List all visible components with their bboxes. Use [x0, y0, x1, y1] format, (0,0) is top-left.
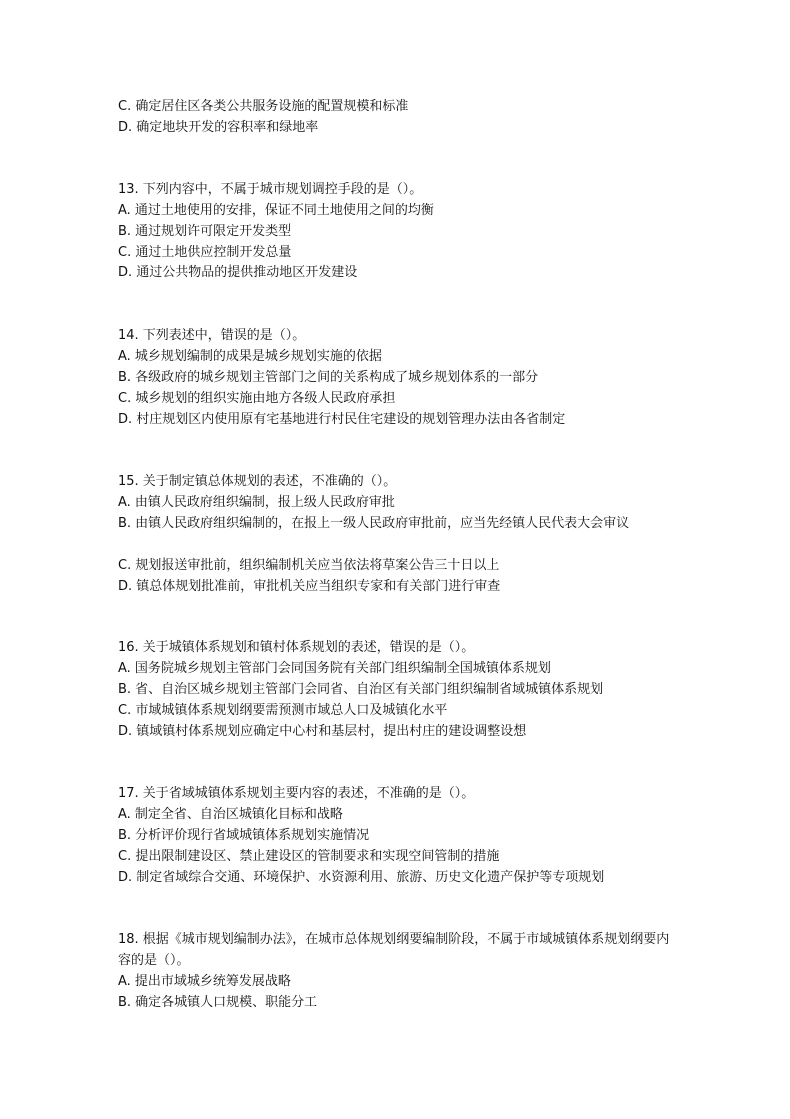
option-d: D. 确定地块开发的容积率和绿地率	[118, 120, 319, 135]
question-13-option-b: B. 通过规划许可限定开发类型	[118, 224, 292, 239]
question-18-option-a: A. 提出市域城乡统筹发展战略	[118, 974, 291, 989]
question-15-option-c: C. 规划报送审批前，组织编制机关应当依法将草案公告三十日以上	[118, 558, 500, 573]
question-17-option-d: D. 制定省域综合交通、环境保护、水资源利用、旅游、历史文化遗产保护等专项规划	[118, 870, 605, 885]
option-c: C. 确定居住区各类公共服务设施的配置规模和标准	[118, 99, 409, 114]
question-14-option-d: D. 村庄规划区内使用原有宅基地进行村民住宅建设的规划管理办法由各省制定	[118, 412, 566, 427]
question-17-option-c: C. 提出限制建设区、禁止建设区的管制要求和实现空间管制的措施	[118, 849, 500, 864]
question-14-option-c: C. 城乡规划的组织实施由地方各级人民政府承担	[118, 391, 396, 406]
question-15-stem: 15. 关于制定镇总体规划的表述，不准确的（）。	[118, 474, 397, 489]
question-16-option-d: D. 镇域镇村体系规划应确定中心村和基层村，提出村庄的建设调整设想	[118, 724, 527, 739]
question-16-option-a: A. 国务院城乡规划主管部门会同国务院有关部门组织编制全国城镇体系规划	[118, 661, 551, 676]
question-16-option-b: B. 省、自治区城乡规划主管部门会同省、自治区有关部门组织编制省域城镇体系规划	[118, 682, 604, 697]
question-18-option-b: B. 确定各城镇人口规模、职能分工	[118, 995, 318, 1010]
question-13-option-a: A. 通过土地使用的安排，保证不同土地使用之间的均衡	[118, 203, 434, 218]
question-15-option-a: A. 由镇人民政府组织编制，报上级人民政府审批	[118, 495, 395, 510]
question-18-stem: 18. 根据《城市规划编制办法》，在城市总体规划纲要编制阶段，不属于市域城镇体系规划纲要内容的是（）。	[118, 932, 670, 968]
question-13-stem: 13. 下列内容中，不属于城市规划调控手段的是（）。	[118, 182, 423, 197]
question-14-option-a: A. 城乡规划编制的成果是城乡规划实施的依据	[118, 349, 382, 364]
question-15-option-b: B. 由镇人民政府组织编制的，在报上一级人民政府审批前，应当先经镇人民代表大会审议	[118, 516, 630, 531]
question-15-option-d: D. 镇总体规划批准前，审批机关应当组织专家和有关部门进行审查	[118, 579, 501, 594]
question-13-option-d: D. 通过公共物品的提供推动地区开发建设	[118, 265, 358, 280]
question-14-stem: 14. 下列表述中，错误的是（）。	[118, 328, 306, 343]
question-17-option-a: A. 制定全省、自治区城镇化目标和战略	[118, 807, 343, 822]
question-14-option-b: B. 各级政府的城乡规划主管部门之间的关系构成了城乡规划体系的一部分	[118, 370, 539, 385]
question-17-stem: 17. 关于省域城镇体系规划主要内容的表述，不准确的是（）。	[118, 786, 475, 801]
question-17-option-b: B. 分析评价现行省域城镇体系规划实施情况	[118, 828, 370, 843]
question-13-option-c: C. 通过土地供应控制开发总量	[118, 245, 292, 260]
question-16-option-c: C. 市域城镇体系规划纲要需预测市域总人口及城镇化水平	[118, 703, 448, 718]
question-16-stem: 16. 关于城镇体系规划和镇村体系规划的表述，错误的是（）。	[118, 640, 475, 655]
